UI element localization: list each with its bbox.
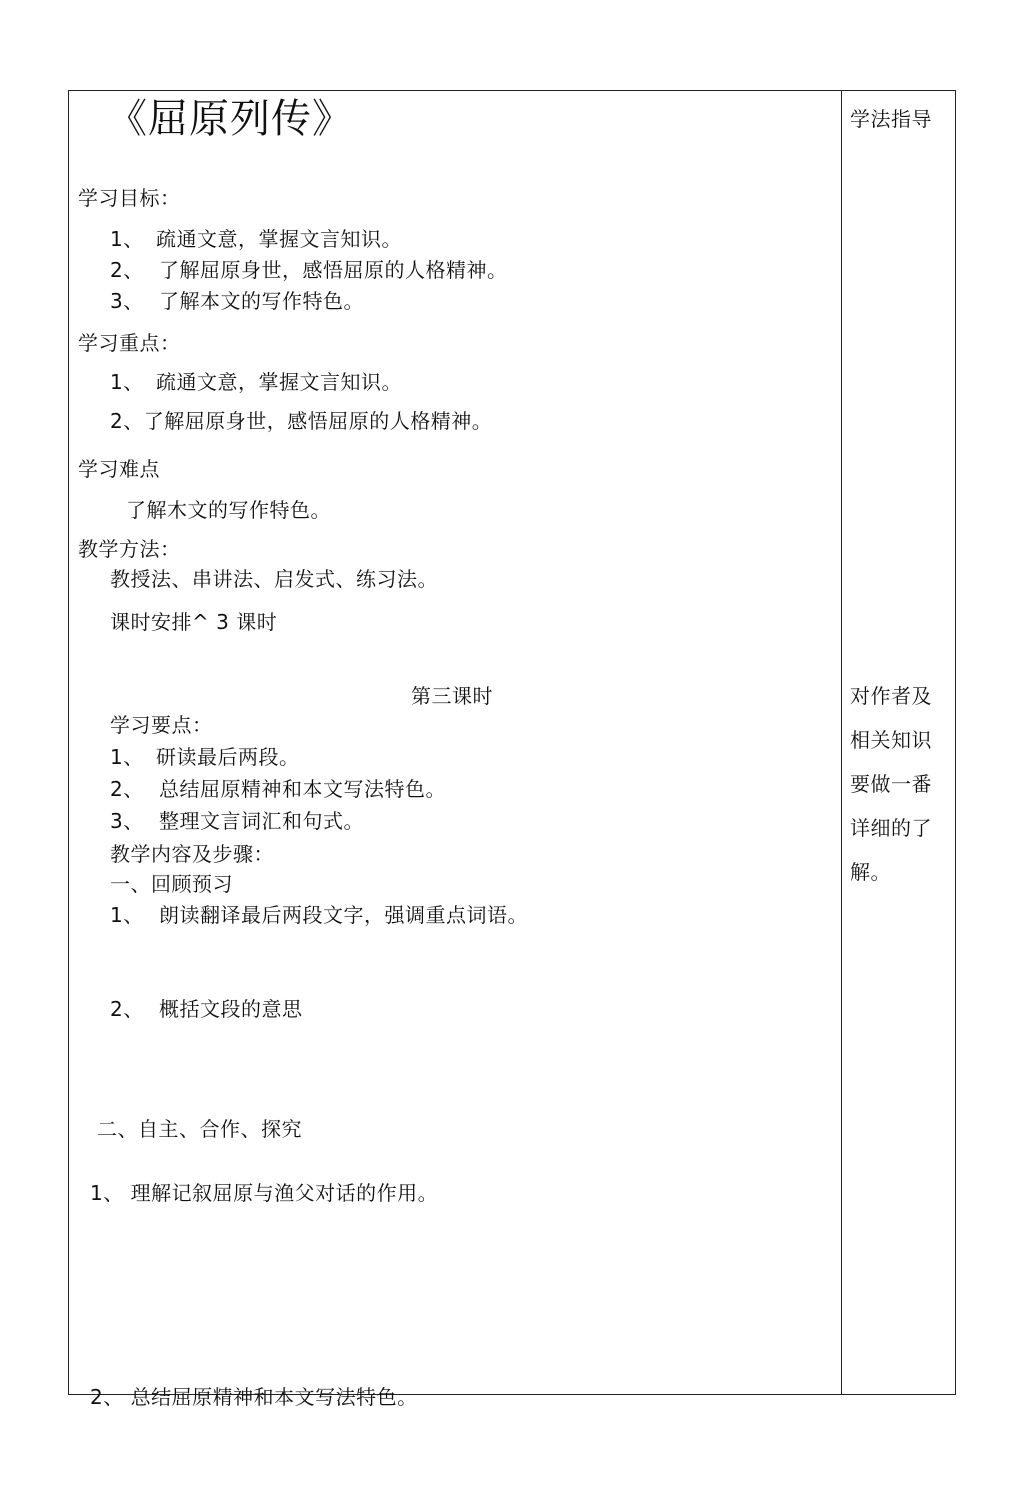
difficulty-text: 了解木文的写作特色。 <box>126 498 331 522</box>
step1-num: 2、 <box>110 997 144 1021</box>
objectives-heading: 学习目标： <box>78 186 181 210</box>
step2-item: 1、 理解记叙屈原与渔父对话的作用。 <box>90 1181 439 1205</box>
keypoint-text: 整理文言词汇和句式。 <box>159 809 364 833</box>
sidebar-note-line: 对作者及 <box>850 684 932 708</box>
content-heading: 教学内容及步骤： <box>110 842 274 866</box>
step1-num: 1、 <box>110 903 144 927</box>
sidebar-heading: 学法指导 <box>850 107 932 131</box>
focus-num: 1、 <box>110 370 144 394</box>
keypoints-heading: 学习要点： <box>110 713 213 737</box>
step2-item-cut: 2、 总结屈原精神和本文写法特色。 <box>90 1385 418 1409</box>
sidebar-note-line: 解。 <box>850 860 891 884</box>
step1-text: 朗读翻译最后两段文字，强调重点词语。 <box>159 903 528 927</box>
objective-text: 了解屈原身世，感悟屈原的人格精神。 <box>159 258 508 282</box>
lesson-title: 第三课时 <box>411 684 493 708</box>
keypoint-text: 总结屈原精神和本文写法特色。 <box>159 777 446 801</box>
main-column <box>69 91 955 1409</box>
sidebar-note-line: 要做一番 <box>850 772 932 796</box>
focus-line: 2、了解屈原身世，感悟屈原的人格精神。 <box>110 409 493 433</box>
keypoint-num: 2、 <box>110 777 144 801</box>
difficulty-heading: 学习难点 <box>78 457 160 481</box>
lesson-plan-table <box>68 90 956 1409</box>
method-heading: 教学方法： <box>78 537 181 561</box>
step1-heading: 一、回顾预习 <box>110 872 233 896</box>
method-text: 教授法、串讲法、启发式、练习法。 <box>110 567 438 591</box>
objective-num: 3、 <box>110 289 144 313</box>
objective-num: 1、 <box>110 227 144 251</box>
objective-text: 了解本文的写作特色。 <box>159 289 364 313</box>
column-divider <box>841 90 842 1395</box>
keypoint-text: 研读最后两段。 <box>156 745 300 769</box>
step2-heading: 二、自主、合作、探究 <box>97 1117 302 1141</box>
sidebar-note-line: 相关知识 <box>850 728 932 752</box>
step1-text: 概括文段的意思 <box>159 997 303 1021</box>
focus-heading: 学习重点： <box>78 331 181 355</box>
page-title: 《屈原列传》 <box>107 96 353 142</box>
schedule-text: 课时安排^ 3 课时 <box>110 610 278 634</box>
objective-text: 疏通文意，掌握文言知识。 <box>156 227 402 251</box>
keypoint-num: 1、 <box>110 745 144 769</box>
focus-text: 疏通文意，掌握文言知识。 <box>156 370 402 394</box>
keypoint-num: 3、 <box>110 809 144 833</box>
sidebar-note-line: 详细的了 <box>850 816 932 840</box>
objective-num: 2、 <box>110 258 144 282</box>
